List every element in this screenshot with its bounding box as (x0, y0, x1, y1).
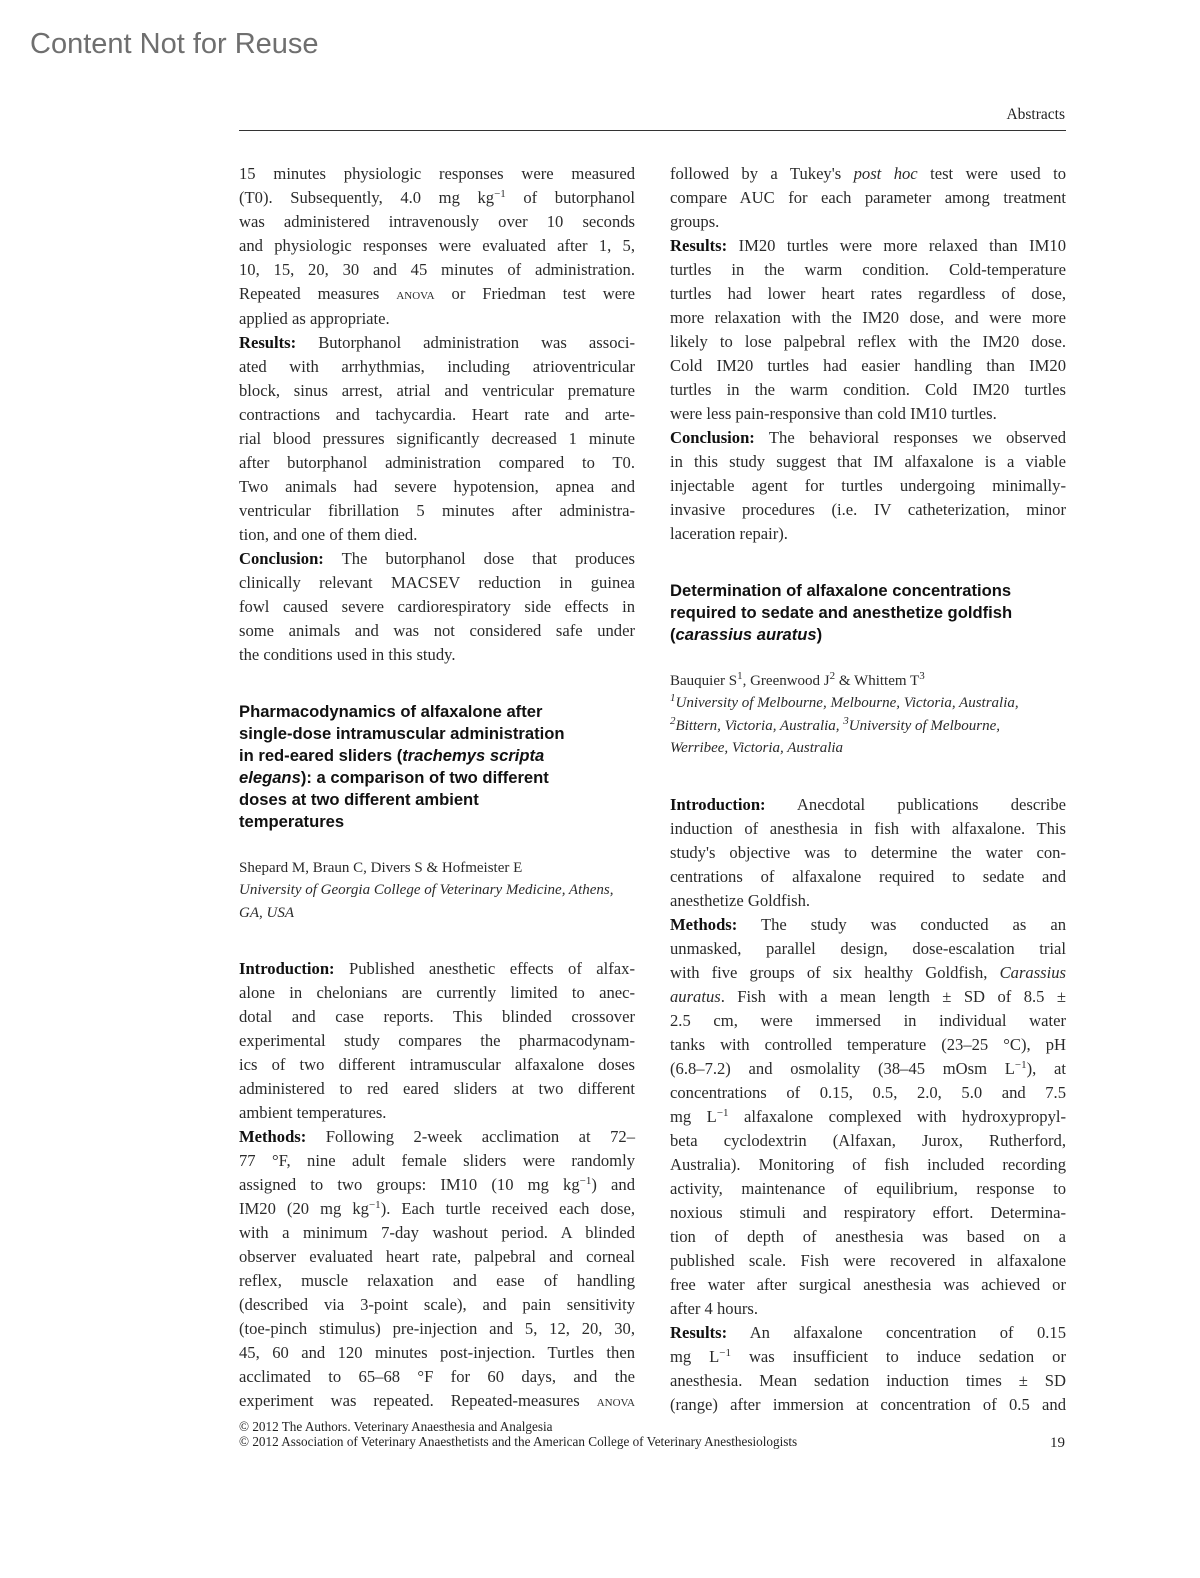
running-head: Abstracts (1006, 106, 1065, 123)
conclusion-paragraph: Conclusion: The butorphanol dose that produces clinically relevant MACSEV reduction in guinea fowl caused severe cardiorespiratory side effects in some animals and was not considered safe under the conditions used in this study. (239, 549, 635, 664)
copyright-line-1: © 2012 The Authors. Veterinary Anaesthesia and Analgesia (239, 1419, 553, 1434)
introduction-paragraph: Introduction: Published anesthetic effects of alfax- alone in chelonians are currently limited to anec- dotal and case reports. This blinded crossover experimental study compares the pharmacodynam- ics of two different intramuscular alfaxalone doses administered to red eared sliders at two different ambient temperatures. (239, 959, 635, 1122)
page-number: 19 (1050, 1435, 1065, 1451)
methods-paragraph: Methods: Following 2-week acclimation at 72– 77 °F, nine adult female sliders were randomly assigned to two groups: IM10 (10 mg $kg^{-1}$) and IM20 (20 mg $kg^{-1}$). Each turtle received each dose, with a minimum 7-day washout period. A blinded observer evaluated heart rate, palpebral and corneal reflex, muscle relaxation and ease of handling (described via 3-point scale), and pain sensitivity (toe-pinch stimulus) pre-injection and 5, 12, 20, 30, 45, 60 and 120 minutes post-injection. Turtles then acclimated to 65–68 °F for 60 days, and the experiment was repeated. Repeated-measures anova (239, 1127, 635, 1410)
authors-turtles: Shepard M, Braun C, Divers S & Hofmeister E (239, 860, 523, 876)
introduction-paragraph-right: Introduction: Anecdotal publications describe induction of anesthesia in fish with alfaxalone. This study's objective was to determine the water con- centrations of alfaxalone required to sedate and anesthetize Goldfish. (670, 794, 1066, 910)
left-column (239, 162, 635, 1414)
results-paragraph-goldfish: Results: An alfaxalone concentration of 0.15 mg $L^{-1}$ was insufficient to induce sedation or anesthesia. Mean sedation induction times ± SD (range) after immersion at concentration of 0.5 and (670, 1322, 1066, 1414)
conclusion-paragraph-right: Conclusion: The behavioral responses we observed in this study suggest that IM alfaxalone is a viable injectable agent for turtles undergoing minimally- invasive procedures (i.e. IV catheterization, minor laceration repair). (670, 428, 1066, 543)
header-rule (239, 130, 1066, 131)
copyright-footer (239, 1419, 797, 1449)
article-title-goldfish: Determination of alfaxalone concentrations required to sedate and anesthetize goldfish (carassius auratus) (670, 581, 1013, 644)
results-paragraph: Results: Butorphanol administration was associ- ated with arrhythmias, including atrioventricular block, sinus arrest, atrial and ventricular premature contractions and tachycardia. Heart rate and arte- rial blood pressures significantly decreased 1 minute after butorphanol administration compared to T0. Two animals had severe hypotension, apnea and ventricular fibrillation 5 minutes after administra- tion, and one of them died. (239, 333, 635, 544)
authors-goldfish: Bauquier $S^1$, Greenwood $J^2$ & Whittem $T^3$ (670, 670, 925, 689)
right-column (670, 162, 1066, 1417)
affiliation-turtles: University of Georgia College of Veterinary Medicine, Athens, GA, USA (239, 882, 614, 921)
affiliation-goldfish: $^1$University of Melbourne, Melbourne, Victoria, Australia, $^2$Bittern, Victoria, Australia, $^3$University of Melbourne, Werribee, Victoria, Australia (670, 692, 1019, 756)
results-paragraph-right: Results: IM20 turtles were more relaxed than IM10 turtles in the warm condition. Cold-temperature turtles had lower heart rates regardless of dose, more relaxation with the IM20 dose, and were more likely to lose palpebral reflex with the IM20 dose. Cold IM20 turtles had easier handling than IM20 turtles in the warm condition. Cold IM20 turtles were less pain-responsive than cold IM10 turtles. (670, 236, 1066, 423)
copyright-line-2: © 2012 Association of Veterinary Anaesthetists and the American College of Veterinary Anesthesiologists (239, 1434, 798, 1449)
continued-paragraph-right: followed by a Tukey's post hoc test were used to compare AUC for each parameter among treatment groups. (670, 164, 1066, 231)
article-title-turtles: Pharmacodynamics of alfaxalone after single-dose intramuscular administration in red-eared sliders (trachemys scripta elegans): a comparison of two different doses at two different ambient temperatures (239, 702, 565, 831)
methods-paragraph-right: Methods: The study was conducted as an unmasked, parallel design, dose-escalation trial with five groups of six healthy Goldfish, Carassius auratus. Fish with a mean length ± SD of 8.5 ± 2.5 cm, were immersed in individual water tanks with controlled temperature (23–25 °C), pH (6.8–7.2) and osmolality (38–45 mOsm $L^{-1}$), at concentrations of 0.15, 0.5, 2.0, 5.0 and 7.5 mg $L^{-1}$ alfaxalone complexed with hydroxypropyl- beta cyclodextrin (Alfaxan, Jurox, Rutherford, Australia). Monitoring of fish included recording activity, maintenance of equilibrium, response to noxious stimuli and respiratory effort. Determina- tion of depth of anesthesia was based on a published scale. Fish were recovered in alfaxalone free water after surgical anesthesia was achieved or after 4 hours. (670, 914, 1066, 1318)
continued-paragraph: 15 minutes physiologic responses were measured (T0). Subsequently, 4.0 mg $kg^{-1}$ of butorphanol was administered intravenously over 10 seconds and physiologic responses were evaluated after 1, 5, 10, 15, 20, 30 and 45 minutes of administration. Repeated measures anova or Friedman test were applied as appropriate. (239, 164, 635, 328)
watermark: Content Not for Reuse (30, 28, 319, 60)
